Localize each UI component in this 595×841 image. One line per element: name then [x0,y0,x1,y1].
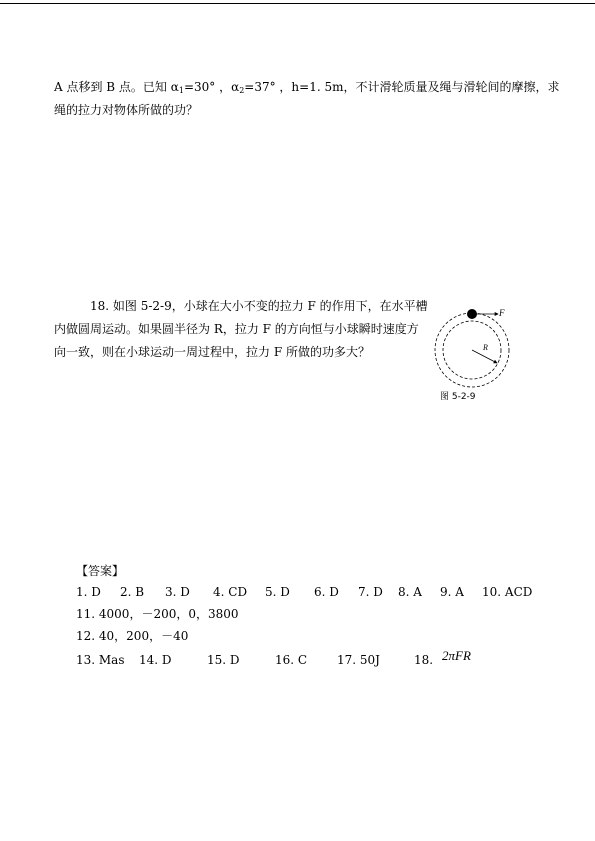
answer-item: 12. 40，200，－40 [76,629,189,643]
q18-line-3: 向一致，则在小球运动一周过程中，拉力 F 所做的功多大？ [54,345,370,359]
answer-item: 1. D [76,585,101,599]
answer-item: 10. ACD [482,585,533,599]
q17-line-1 [54,80,560,94]
answer-item: 18. [414,653,434,667]
answer-item: 4. CD [213,585,248,599]
answer-item: 8. A [398,585,422,599]
ball [467,309,477,319]
answer-item: 3. D [165,585,190,599]
radius-label: R [483,343,488,352]
q18-line-2: 内做圆周运动。如果圆半径为 R，拉力 F 的方向恒与小球瞬时速度方 [54,322,419,336]
q17-line-2: 绳的拉力对物体所做的功？ [54,103,199,117]
answer-18-formula: 2πFR [442,648,471,663]
figure-caption: 图 5-2-9 [440,392,476,402]
answer-item: 6. D [314,585,339,599]
answer-item: 14. D [139,653,172,667]
alpha2-subscript: 2 [239,86,245,95]
answer-item: 16. C [275,653,308,667]
circular-track-figure [430,300,520,390]
answer-item: 11. 4000，－200，0，3800 [76,607,239,621]
answer-item: 9. A [440,585,464,599]
q18-line-1: 18. 如图 5-2-9，小球在大小不变的拉力 F 的作用下，在水平槽 [90,299,428,313]
q17-text-b: =30° ，α [183,80,240,94]
answer-item: 13. Mas [76,653,125,667]
header-rule [0,3,595,4]
alpha1-subscript: 1 [178,86,184,95]
answer-item: 7. D [358,585,383,599]
force-label: F [499,308,505,318]
q17-text-c: =37° ，h=1. 5m，不计滑轮质量及绳与滑轮间的摩擦，求 [244,80,560,94]
answer-item: 5. D [265,585,290,599]
answers-heading: 【答案】 [76,564,125,578]
answer-item: 15. D [207,653,240,667]
answer-item: 2. B [120,585,145,599]
q17-text-a: A 点移到 B 点。已知 α [54,80,179,94]
answer-item: 17. 50J [337,653,380,667]
